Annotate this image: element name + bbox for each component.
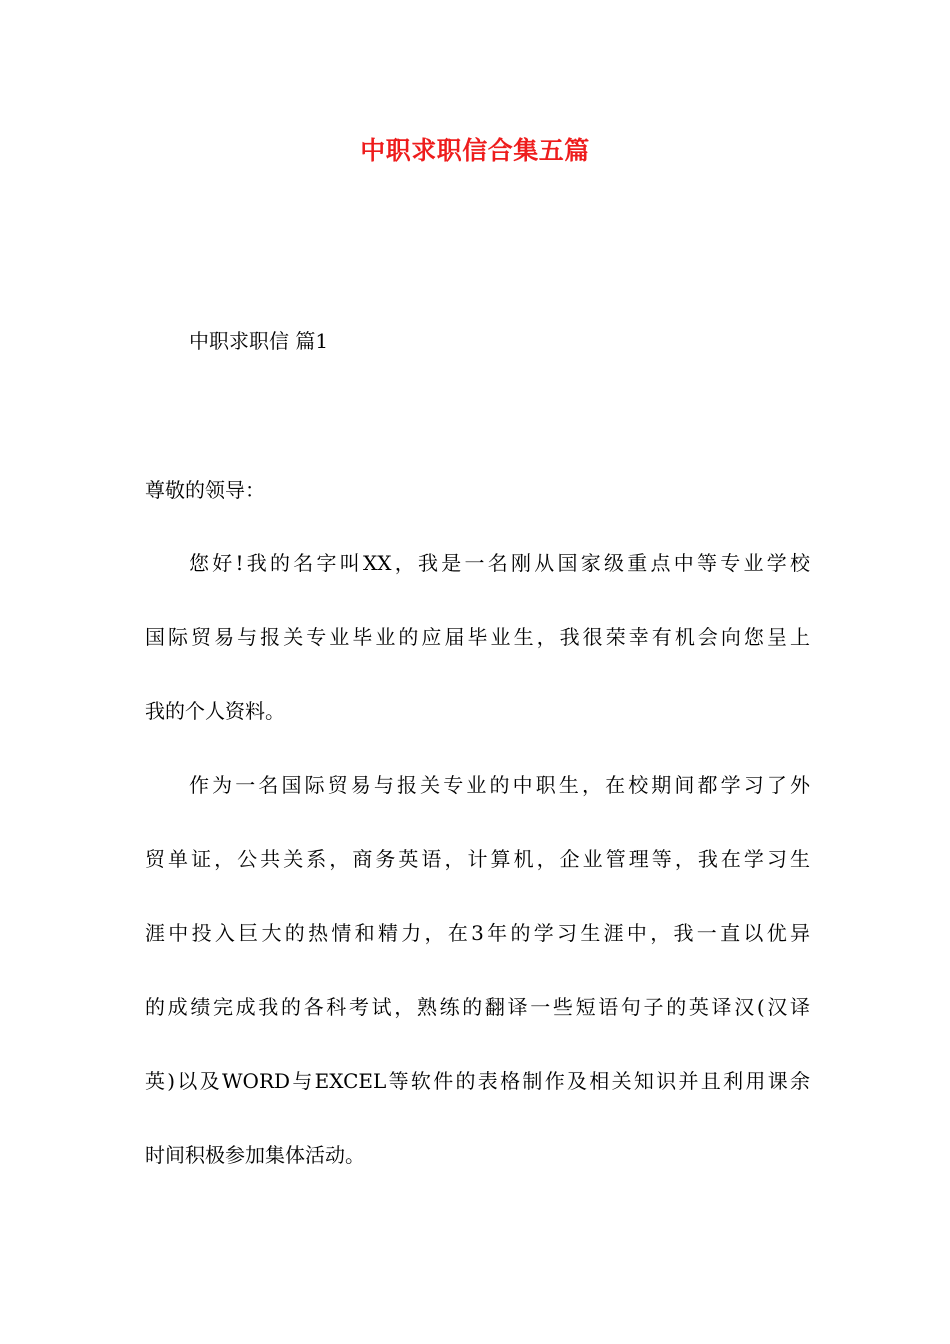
page-title: 中职求职信合集五篇	[360, 136, 590, 165]
paragraph-line: 国际贸易与报关专业毕业的应届毕业生，我很荣幸有机会向您呈上	[145, 625, 810, 649]
salutation: 尊敬的领导：	[145, 478, 265, 502]
paragraph-line: 贸单证，公共关系，商务英语，计算机，企业管理等，我在学习生	[145, 847, 810, 871]
paragraph-line: 涯中投入巨大的热情和精力，在3年的学习生涯中，我一直以优异	[145, 921, 810, 945]
paragraph-line: 的成绩完成我的各科考试，熟练的翻译一些短语句子的英译汉(汉译	[145, 995, 810, 1019]
paragraph-line: 英)以及WORD与EXCEL等软件的表格制作及相关知识并且利用课余	[145, 1069, 810, 1093]
paragraph-line: 我的个人资料。	[145, 699, 285, 723]
paragraph-line: 作为一名国际贸易与报关专业的中职生，在校期间都学习了外	[189, 773, 810, 797]
paragraph-line: 时间积极参加集体活动。	[145, 1143, 365, 1167]
paragraph-2	[145, 767, 810, 1174]
paragraph-1	[145, 545, 810, 730]
letter-body	[145, 545, 810, 1211]
paragraph-line: 您好!我的名字叫XX，我是一名刚从国家级重点中等专业学校	[189, 551, 810, 575]
section-heading: 中职求职信 篇1	[189, 329, 329, 353]
